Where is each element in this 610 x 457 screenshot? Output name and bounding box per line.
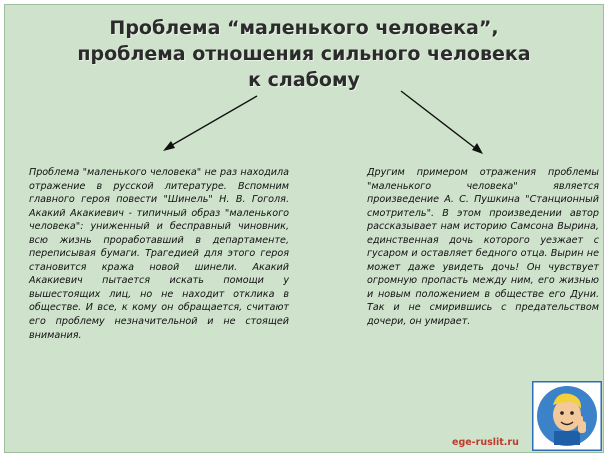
arrow-down-right-icon — [401, 91, 483, 154]
title-line-3: к слабому — [248, 69, 360, 91]
slide — [4, 4, 604, 453]
site-link[interactable]: ege-ruslit.ru — [452, 437, 519, 448]
title-line-1: Проблема “маленького человека”, — [109, 17, 499, 39]
right-paragraph: Другим примером отражения проблемы "маленького человека" является произведение А. С. Пушкина "Станционный смотритель". В этом произведении автор рассказывает нам историю Самсона Вырина, единственная дочь которого уезжает с гусаром и оставляет бедного отца. Вырин не может даже увидеть дочь! Он чувствует огромную пропасть между ним, его жизнью и новым положением в обществе его Дуни. Так и не смирившись с предательством дочери, он умирает. — [367, 167, 599, 328]
arrow-down-left-icon — [163, 96, 257, 151]
left-paragraph: Проблема "маленького человека" не раз находила отражение в русской литературе. Вспомним главного героя повести "Шинель" Н. В. Гоголя. Акакий Акакиевич - типичный образ "маленького человека": униженный и бесправный чиновник, всю жизнь проработавший в департаменте, переписывая бумаги. Трагедией для этого героя становится кража новой шинели. Акакий Акакиевич пытается искать помощи у вышестоящих лиц, но не находит отклика в обществе. И все, к кому он обращается, считают его проблему незначительной и не стоящей внимания. — [29, 167, 289, 341]
arrows — [5, 5, 605, 165]
thumbs-up-mascot — [532, 381, 602, 451]
title-line-2: проблема отношения сильного человека — [77, 43, 531, 65]
